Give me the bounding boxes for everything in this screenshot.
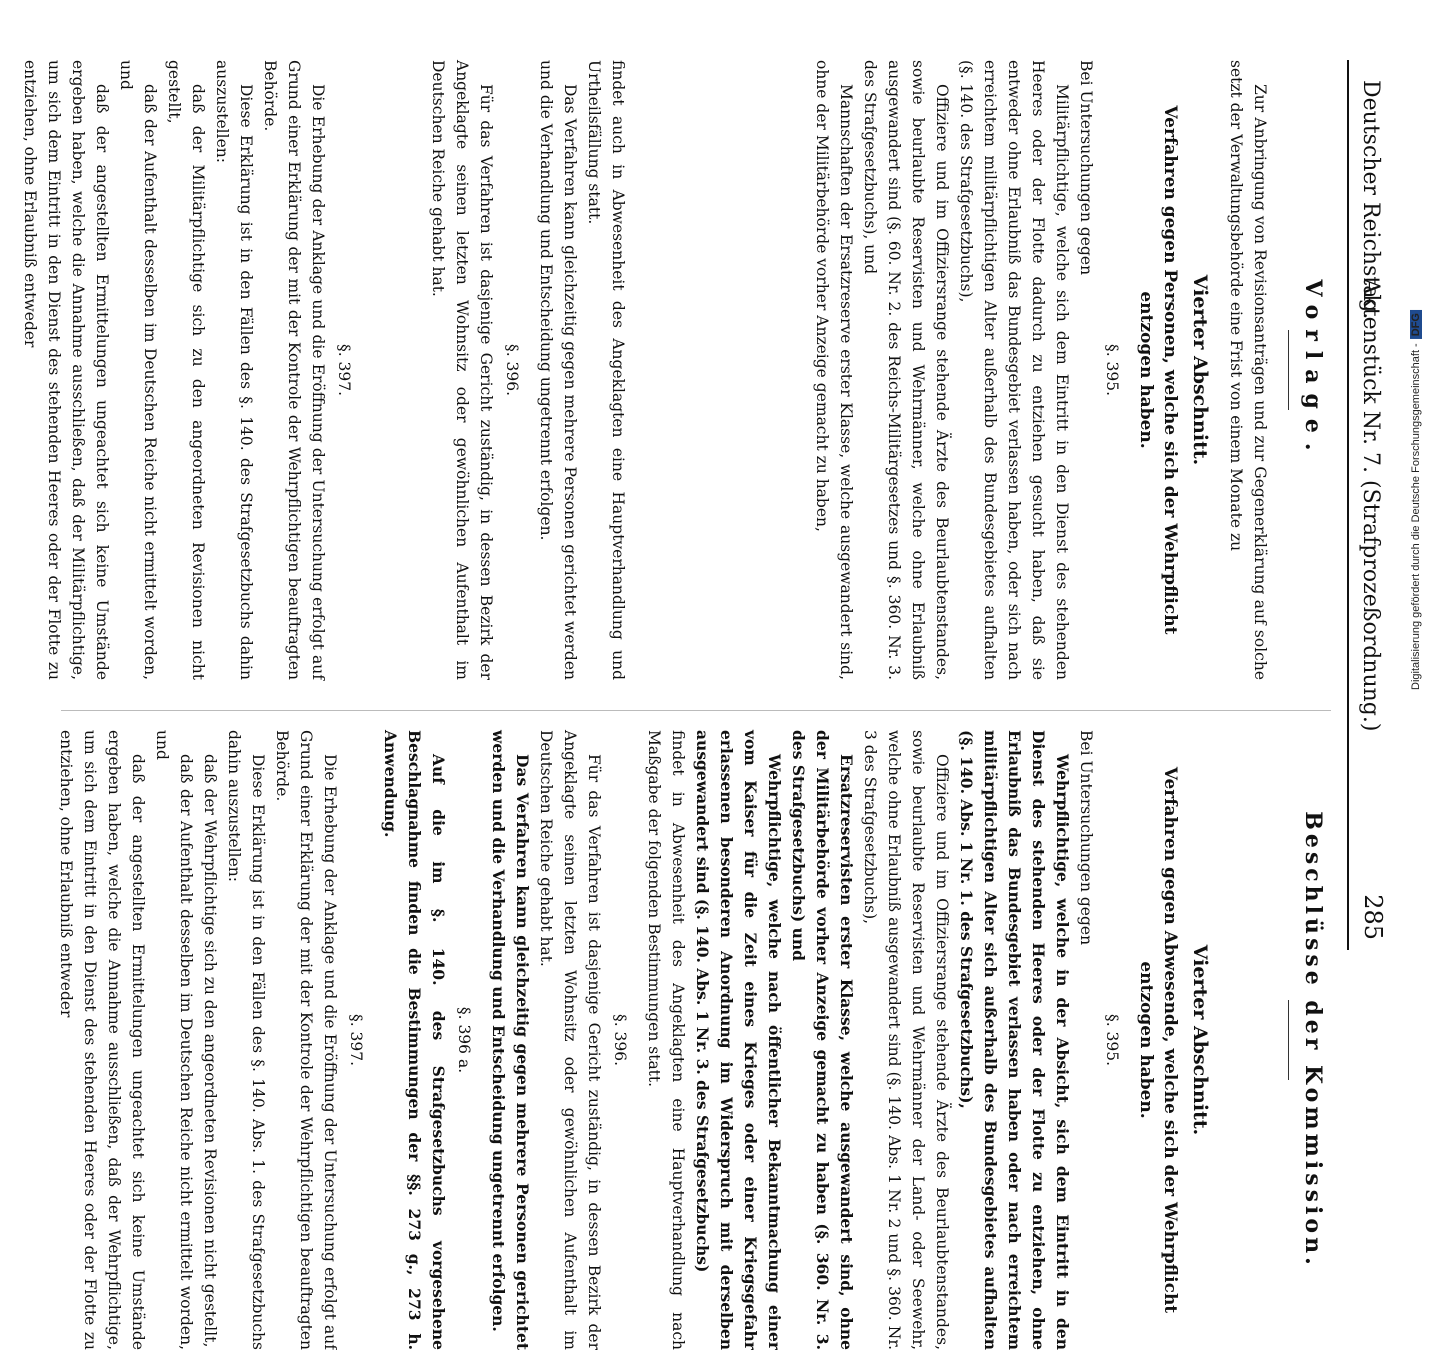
p397-text-2: Diese Erklärung ist in den Fällen des §. 140. Abs. 1. des Strafgesetzbuchs dahin auszustellen: — [225, 730, 267, 1350]
credit-text: Digitalisierung gefördert durch die Deutsche Forschungsgemeinschaft - — [1410, 343, 1422, 690]
p397-text-4: daß der Aufenthalt desselben im Deutschen Reiche nicht ermittelt worden, und — [117, 60, 159, 680]
column-kommission — [51, 730, 1331, 1350]
header-publication: Deutscher Reichstag. — [1358, 80, 1383, 320]
heading-rule — [1288, 330, 1289, 410]
p395-text-1: Militärpflichtige, welche sich dem Eintritt in den Dienst des stehenden Heeres oder der Flotte dadurch zu entziehen gesucht haben, daß sie entweder ohne Erlaubniß das Bundesgebiet verlassen haben, oder sich nach erreichtem militärpflichtigen Alter außerhalb des Bundesgebietes aufhalten (§. 140. des Strafgesetzbuchs), — [957, 60, 1071, 680]
digitization-credit-text — [1410, 310, 1422, 690]
p395-text-3: Mannschaften der Ersatzreserve erster Klasse, welche ausgewandert sind, ohne der Militärbehörde vorher Anzeige gemacht zu haben, — [813, 60, 855, 680]
p397-text-3: daß der Wehrpflichtige sich zu den angeordneten Revisionen nicht gestellt, — [201, 754, 219, 1348]
spacer — [1224, 730, 1272, 1350]
spacer — [630, 60, 810, 680]
p397-text-2: Diese Erklärung ist in den Fällen des §. 140. des Strafgesetzbuchs dahin auszustellen: — [213, 60, 255, 680]
p395-lead: Bei Untersuchungen gegen — [1077, 60, 1095, 276]
p395-text-5: Das Verfahren kann gleichzeitig gegen mehrere Personen gerichtet werden und die Verhandlung und Entscheidung ungetrennt erfolgen. — [537, 60, 579, 680]
intro-paragraph: Zur Anbringung von Revisionsanträgen und zur Gegenerklärung auf solche setzt der Verwaltungsbehörde eine Frist von einem Monate zu — [1227, 60, 1269, 680]
paragraph-number-395: §. 395. — [1103, 343, 1121, 397]
dfg-logo: DFG — [1410, 310, 1422, 339]
section-subtitle: Verfahren gegen Abwesende, welche sich der Wehrpflicht entzogen haben. — [1136, 766, 1180, 1314]
column-vorlage — [21, 60, 1331, 680]
p397-text-3: daß der Militärpflichtige sich zu den angeordneten Revisionen nicht gestellt, — [165, 60, 207, 680]
p396-text-1: Für das Verfahren ist dasjenige Gericht zuständig, in dessen Bezirk der Angeklagte seinen letzten Wohnsitz oder gewöhnlichen Aufenthalt im Deutschen Reiche gehabt hat. — [537, 730, 603, 1350]
column-heading-kommission: Beschlüsse der Kommission. — [1300, 811, 1326, 1269]
p395-text-4: findet auch in Abwesenheit des Angeklagten eine Hauptverhandlung und Urtheilsfällung statt. — [585, 60, 627, 680]
p396a-text: Auf die im §. 140. des Strafgesetzbuchs vorgesehene Beschlagnahme finden die Bestimmungen der §§. 273 g., 273 h. Anwendung. — [381, 730, 448, 1350]
rotated-page-content — [21, 20, 1401, 1350]
section-title: Vierter Abschnitt. — [1189, 944, 1211, 1136]
p397-text-5: daß der angestellten Ermittelungen ungeachtet sich keine Umstände ergeben haben, welche die Annahme ausschließen, daß der Militärpflichtige, um sich dem Eintritt in den Dienst des stehenden Heeres oder der Flotte zu entziehen, ohne Erlaubniß entweder — [21, 60, 111, 680]
paragraph-number-396: §. 396. — [611, 1013, 629, 1067]
p395-text-4: Wehrpflichtige, welche nach öffentlicher Bekanntmachung einer vom Kaiser für die Zeit eines Krieges oder einer Kriegsgefahr erlassenen besonderen Anordnung im Widerspruch mit derselben ausgewandert sind (§. 140. Abs. 1 Nr. 3. des Strafgesetzbuchs) — [693, 730, 784, 1350]
paragraph-number-395: §. 395. — [1103, 1013, 1121, 1067]
p396-text: Für das Verfahren ist dasjenige Gericht zuständig, in dessen Bezirk der Angeklagte seinen letzten Wohnsitz oder gewöhnlichen Aufenthalt im Deutschen Reiche gehabt hat. — [429, 60, 495, 680]
p395-text-3: Ersatzreservisten erster Klasse, welche ausgewandert sind, ohne der Militärbehörde vorher Anzeige gemacht zu haben (§. 360. Nr. 3. des Strafgesetzbuchs) und — [789, 730, 856, 1350]
page-header — [1347, 60, 1389, 950]
p397-text-1: Die Erhebung der Anklage und die Eröffnung der Untersuchung erfolgt auf Grund einer Erklärung der mit der Kontrole der Wehrpflichtigen beauftragten Behörde. — [273, 730, 339, 1350]
paragraph-number-396: §. 396. — [503, 343, 521, 397]
column-heading-vorlage: Vorlage. — [1300, 279, 1326, 461]
column-divider — [61, 710, 1331, 711]
paragraph-number-397: §. 397. — [347, 1013, 365, 1067]
p396-text-2: Das Verfahren kann gleichzeitig gegen mehrere Personen gerichtet werden und die Verhandlung und Entscheidung ungetrennt erfolgen. — [489, 730, 532, 1350]
paragraph-number-396a: §. 396 a. — [455, 1006, 473, 1074]
page-number: 285 — [1359, 894, 1387, 940]
section-subtitle: Verfahren gegen Personen, welche sich der Wehrpflicht entzogen haben. — [1136, 105, 1180, 635]
p397-text-1: Die Erhebung der Anklage und die Eröffnung der Untersuchung erfolgt auf Grund einer Erklärung der mit der Kontrole der Wehrpflichtigen beauftragten Behörde. — [261, 60, 327, 680]
p397-text-5: daß der angestellten Ermittelungen ungeachtet sich keine Umstände ergeben haben, welche die Annahme ausschließen, daß der Wehrpflichtige, um sich dem Eintritt in den Dienst des stehenden Heeres oder der Flotte zu entziehen, ohne Erlaubniß entweder — [57, 730, 147, 1350]
p395-text-2: Offiziere und im Offiziersrange stehende Ärzte des Beurlaubtenstandes, sowie beurlaubte Reservisten und Wehrmänner der Land- oder Seewehr, welche ohne Erlaubniß ausgewandert sind (§. 140. Abs. 1 Nr. 2 und §. 360. Nr. 3 des Strafgesetzbuchs), — [861, 730, 951, 1350]
p395-text-2: Offiziere und im Offiziersrange stehende Ärzte des Beurlaubtenstandes, sowie beurlaubte Reservisten und Wehrmänner, welche ohne Erlaubniß ausgewandert sind (§. 60. Nr. 2. des Reichs-Militärgesetzes und §. 360. Nr. 3. des Strafgesetzbuchs), und — [861, 60, 951, 680]
p397-text-4: daß der Aufenthalt desselben im Deutschen Reiche nicht ermittelt worden, und — [153, 730, 195, 1350]
spacer — [366, 60, 426, 680]
paragraph-number-397: §. 397. — [335, 343, 353, 397]
header-title: Aktenstück Nr. 7. (Strafprozeßordnung.) — [1358, 278, 1383, 732]
digitization-credit — [1406, 120, 1426, 880]
p395-text-1: Wehrpflichtige, welche in der Absicht, sich dem Eintritt in den Dienst des stehenden Heeres oder der Flotte zu entziehen, ohne Erlaubniß das Bundesgebiet verlassen haben oder nach erreichtem militärpflichtigen Alter sich außerhalb des Bundesgebietes aufhalten (§. 140. Abs. 1 Nr. 1. des Strafgesetzbuchs), — [957, 730, 1072, 1350]
p395-lead: Bei Untersuchungen gegen — [1077, 730, 1095, 946]
heading-rule — [1288, 1000, 1289, 1080]
section-title: Vierter Abschnitt. — [1189, 274, 1211, 466]
p395-text-5: findet in Abwesenheit des Angeklagten eine Hauptverhandlung nach Maßgabe der folgenden Bestimmungen statt. — [645, 730, 687, 1350]
